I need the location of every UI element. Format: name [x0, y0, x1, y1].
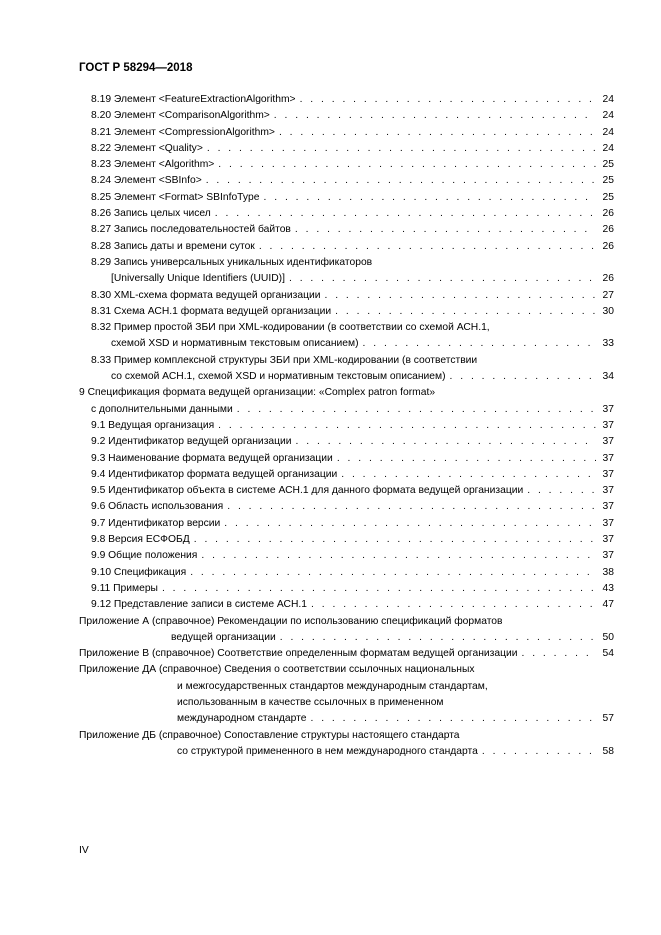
toc-dot-leader: [206, 173, 596, 189]
toc-entry: [79, 597, 614, 613]
toc-entry-title: 8.30 XML-схема формата ведущей организации: [91, 289, 321, 301]
toc-page-number: 24: [602, 94, 614, 105]
toc-dot-leader: [521, 646, 596, 662]
toc-entry-title: 9.9 Общие положения: [91, 550, 198, 562]
toc-entry: [79, 108, 614, 124]
toc-dot-leader: [300, 92, 596, 108]
toc-entry-title: 8.27 Запись последовательностей байтов: [91, 224, 291, 236]
toc-entry-title: 8.24 Элемент <SBInfo>: [91, 175, 202, 187]
toc-entry-title: со схемой АСН.1, схемой XSD и нормативным текстовым описанием): [111, 371, 446, 383]
toc-entry: [79, 418, 614, 434]
toc-entry-title: 9.8 Версия ЕСФОБД: [91, 534, 190, 546]
toc-page-number: 26: [602, 208, 614, 220]
toc-entry: [79, 483, 614, 499]
toc-entry-title: 9.10 Спецификация: [91, 566, 187, 578]
toc-entry-line: 9 Спецификация формата ведущей организации: «Complex patron format»: [79, 387, 436, 399]
toc-entry: [79, 206, 614, 222]
toc-dot-leader: [341, 467, 596, 483]
toc-entry-title: 8.28 Запись даты и времени суток: [91, 240, 255, 252]
toc-entry: [79, 157, 614, 173]
toc-entry: [79, 255, 614, 288]
toc-dot-leader: [310, 711, 596, 727]
toc-entry: [79, 728, 614, 761]
toc-page-number: 26: [602, 224, 614, 236]
toc-entry-title: 8.22 Элемент <Quality>: [91, 142, 203, 154]
toc-dot-leader: [311, 597, 596, 613]
toc-entry: [79, 499, 614, 515]
toc-page-number: 24: [602, 142, 614, 154]
toc-page-number: 38: [602, 566, 614, 578]
toc-entry: [79, 662, 614, 727]
toc-dot-leader: [207, 141, 596, 157]
toc-page-number: 37: [602, 517, 614, 529]
toc-dot-leader: [482, 744, 596, 760]
toc-page-number: 27: [602, 289, 614, 301]
toc-page-number: 25: [602, 159, 614, 171]
toc-entry: [79, 320, 614, 353]
toc-dot-leader: [218, 157, 596, 173]
toc-dot-leader: [527, 483, 596, 499]
toc-dot-leader: [162, 581, 596, 597]
toc-entry-title: с дополнительными данными: [91, 403, 233, 415]
toc-page-number: 26: [602, 240, 614, 252]
toc-entry: [79, 222, 614, 238]
toc-page-number: 37: [602, 452, 614, 464]
toc-entry-title: 8.20 Элемент <ComparisonAlgorithm>: [91, 110, 270, 122]
toc-entry-title: международном стандарте: [177, 713, 307, 725]
toc-page-number: 26: [602, 273, 614, 285]
toc-entry: [79, 451, 614, 467]
toc-entry-line: Приложение ДА (справочное) Сведения о соответствии ссылочных национальных: [79, 664, 475, 676]
toc-entry-title: 9.7 Идентификатор версии: [91, 517, 221, 529]
toc-entry-line: 8.33 Пример комплексной структуры ЗБИ при XML-кодировании (в соответствии: [91, 354, 478, 366]
toc-dot-leader: [337, 451, 596, 467]
toc-entry-title: схемой XSD и нормативным текстовым описанием): [111, 338, 359, 350]
toc-page-number: 25: [602, 175, 614, 187]
toc-entry-title: 8.25 Элемент <Format> SBInfoType: [91, 191, 260, 203]
toc-entry-title: 8.31 Схема АСН.1 формата ведущей организации: [91, 305, 332, 317]
toc-entry: [79, 646, 614, 662]
toc-entry: [79, 581, 614, 597]
toc-page-number: 37: [602, 436, 614, 448]
toc-entry-line: Приложение ДБ (справочное) Сопоставление структуры настоящего стандарта: [79, 729, 460, 741]
toc-entry-title: Приложение В (справочное) Соответствие определенным форматам ведущей организации: [79, 648, 518, 660]
toc-entry: [79, 125, 614, 141]
toc-dot-leader: [259, 239, 596, 255]
toc-dot-leader: [264, 190, 597, 206]
toc-entry-title: 9.3 Наименование формата ведущей организации: [91, 452, 333, 464]
toc-dot-leader: [335, 304, 596, 320]
toc-dot-leader: [227, 499, 596, 515]
toc-dot-leader: [450, 369, 597, 385]
toc-page-number: 50: [602, 631, 614, 643]
toc-page-number: 58: [602, 745, 614, 757]
toc-entry-line: использованным в качестве ссылочных в примененном: [177, 696, 444, 708]
toc-entry: [79, 434, 614, 450]
toc-dot-leader: [274, 108, 596, 124]
page-number: IV: [79, 845, 89, 856]
toc-dot-leader: [279, 125, 596, 141]
toc-dot-leader: [295, 222, 596, 238]
toc-entry-title: 8.23 Элемент <Algorithm>: [91, 159, 215, 171]
toc-entry-title: со структурой примененного в нем международного стандарта: [177, 745, 478, 757]
toc-dot-leader: [194, 532, 596, 548]
toc-entry: [79, 353, 614, 386]
toc-entry-title: 9.2 Идентификатор ведущей организации: [91, 436, 292, 448]
toc-page-number: 24: [602, 126, 614, 138]
toc-page-number: 37: [602, 501, 614, 513]
toc-dot-leader: [363, 336, 597, 352]
toc-page-number: 25: [602, 191, 614, 203]
toc-entry: [79, 141, 614, 157]
toc-dot-leader: [224, 516, 596, 532]
toc-page-number: 43: [602, 582, 614, 594]
toc-entry-title: 9.12 Представление записи в системе АСН.1: [91, 599, 308, 611]
toc-entry: [79, 173, 614, 189]
toc-page-number: 33: [602, 338, 614, 350]
toc-entry: [79, 614, 614, 647]
toc-entry: [79, 92, 614, 108]
toc-entry-line: и межгосударственных стандартов международным стандартам,: [177, 680, 488, 692]
toc-entry: [79, 467, 614, 483]
toc-page-number: 37: [602, 468, 614, 480]
table-of-contents: [79, 92, 614, 760]
toc-entry: [79, 385, 614, 418]
toc-entry-title: 8.19 Элемент <FeatureExtractionAlgorithm>: [91, 94, 296, 105]
toc-page-number: 37: [602, 485, 614, 497]
toc-page-number: 34: [602, 371, 614, 383]
toc-dot-leader: [280, 630, 596, 646]
toc-entry: [79, 532, 614, 548]
toc-entry: [79, 565, 614, 581]
toc-dot-leader: [296, 434, 596, 450]
toc-entry-title: 9.1 Ведущая организация: [91, 419, 215, 431]
toc-dot-leader: [289, 271, 596, 287]
toc-page-number: 47: [602, 599, 614, 611]
toc-entry-title: ведущей организации: [171, 631, 276, 643]
toc-entry: [79, 239, 614, 255]
toc-dot-leader: [201, 548, 596, 564]
toc-page-number: 37: [602, 534, 614, 546]
toc-entry: [79, 288, 614, 304]
toc-entry-title: [Universally Unique Identifiers (UUID)]: [111, 273, 285, 285]
toc-entry-title: 9.6 Область использования: [91, 501, 224, 513]
toc-entry-title: 8.21 Элемент <CompressionAlgorithm>: [91, 126, 275, 138]
toc-page-number: 37: [602, 403, 614, 415]
toc-page-number: 37: [602, 550, 614, 562]
toc-dot-leader: [237, 402, 596, 418]
toc-entry-title: 9.4 Идентификатор формата ведущей организации: [91, 468, 338, 480]
toc-entry-title: 9.5 Идентификатор объекта в системе АСН.1 для данного формата ведущей организации: [91, 485, 524, 497]
toc-entry-title: 8.26 Запись целых чисел: [91, 208, 211, 220]
toc-entry-line: 8.29 Запись универсальных уникальных идентификаторов: [91, 256, 373, 268]
document-header: ГОСТ Р 58294—2018: [79, 62, 193, 74]
toc-entry: [79, 548, 614, 564]
toc-dot-leader: [324, 288, 596, 304]
toc-page-number: 37: [602, 419, 614, 431]
toc-page-number: 57: [602, 713, 614, 725]
toc-entry-line: Приложение А (справочное) Рекомендации по использованию спецификаций форматов: [79, 615, 503, 627]
toc-page-number: 30: [602, 305, 614, 317]
toc-page-number: 54: [602, 648, 614, 660]
toc-dot-leader: [218, 418, 596, 434]
toc-dot-leader: [215, 206, 596, 222]
toc-entry: [79, 304, 614, 320]
toc-entry-line: 8.32 Пример простой ЗБИ при XML-кодировании (в соответствии со схемой АСН.1,: [91, 322, 490, 334]
toc-entry-title: 9.11 Примеры: [91, 582, 158, 594]
toc-dot-leader: [190, 565, 596, 581]
toc-entry: [79, 190, 614, 206]
toc-entry: [79, 516, 614, 532]
toc-page-number: 24: [602, 110, 614, 122]
